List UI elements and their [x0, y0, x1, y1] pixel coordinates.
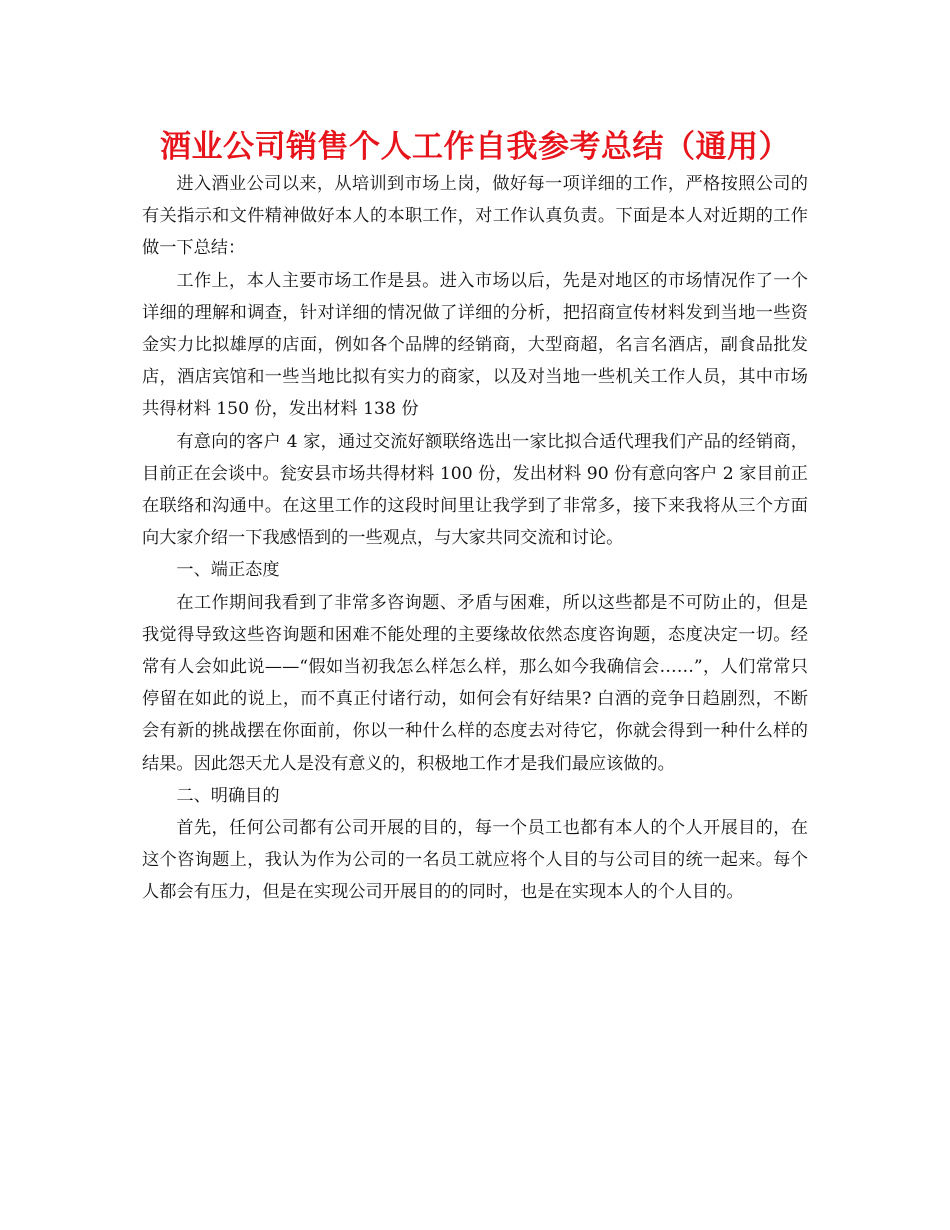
paragraph-intro: 进入酒业公司以来，从培训到市场上岗，做好每一项详细的工作，严格按照公司的有关指示和文件精神做好本人的本职工作，对工作认真负责。下面是本人对近期的工作做一下总结： — [142, 174, 808, 259]
paragraph-attitude: 在工作期间我看到了非常多咨询题、矛盾与困难，所以这些都是不可防止的，但是我觉得导致这些咨询题和困难不能处理的主要缘故依然态度咨询题，态度决定一切。经常有人会如此说——“假如当初我怎么样怎么样，那么如今我确信会……”，人们常常只停留在如此的说上，而不真正付诸行动，如何会有好结果? 白酒的竞争日趋剧烈，不断会有新的挑战摆在你面前，你以一种什么样的态度去对待它，你就会得到一种什么样的结果。因此怨天尤人是没有意义的，积极地工作才是我们最应该做的。 — [142, 592, 808, 774]
paragraph-market-work: 工作上，本人主要市场工作是县。进入市场以后，先是对地区的市场情况作了一个详细的理解和调查，针对详细的情况做了详细的分析，把招商宣传材料发到当地一些资金实力比拟雄厚的店面，例如各个品牌的经销商，大型商超，名言名酒店，副食品批发店，酒店宾馆和一些当地比拟有实力的商家，以及对当地一些机关工作人员，其中市场共得材料 150 份，发出材料 138 份 — [142, 270, 808, 420]
paragraph-goals: 首先，任何公司都有公司开展的目的，每一个员工也都有本人的个人开展目的，在这个咨询题上，我认为作为公司的一名员工就应将个人目的与公司目的统一起来。每个人都会有压力，但是在实现公司开展目的的同时，也是在实现本人的个人目的。 — [142, 818, 808, 903]
document-title: 酒业公司销售个人工作自我参考总结（通用） — [160, 129, 790, 165]
section-heading-attitude: 一、端正态度 — [176, 560, 280, 581]
paragraph-clients: 有意向的客户 4 家，通过交流好额联络选出一家比拟合适代理我们产品的经销商，目前正在会谈中。瓮安县市场共得材料 100 份，发出材料 90 份有意向客户 2 家目前正在联络和沟通中。在这里工作的这段时间里让我学到了非常多，接下来我将从三个方面向大家介绍一下我感悟到的一些观点，与大家共同交流和讨论。 — [142, 431, 808, 549]
document-body — [142, 168, 808, 909]
section-heading-goals: 二、明确目的 — [176, 785, 280, 806]
